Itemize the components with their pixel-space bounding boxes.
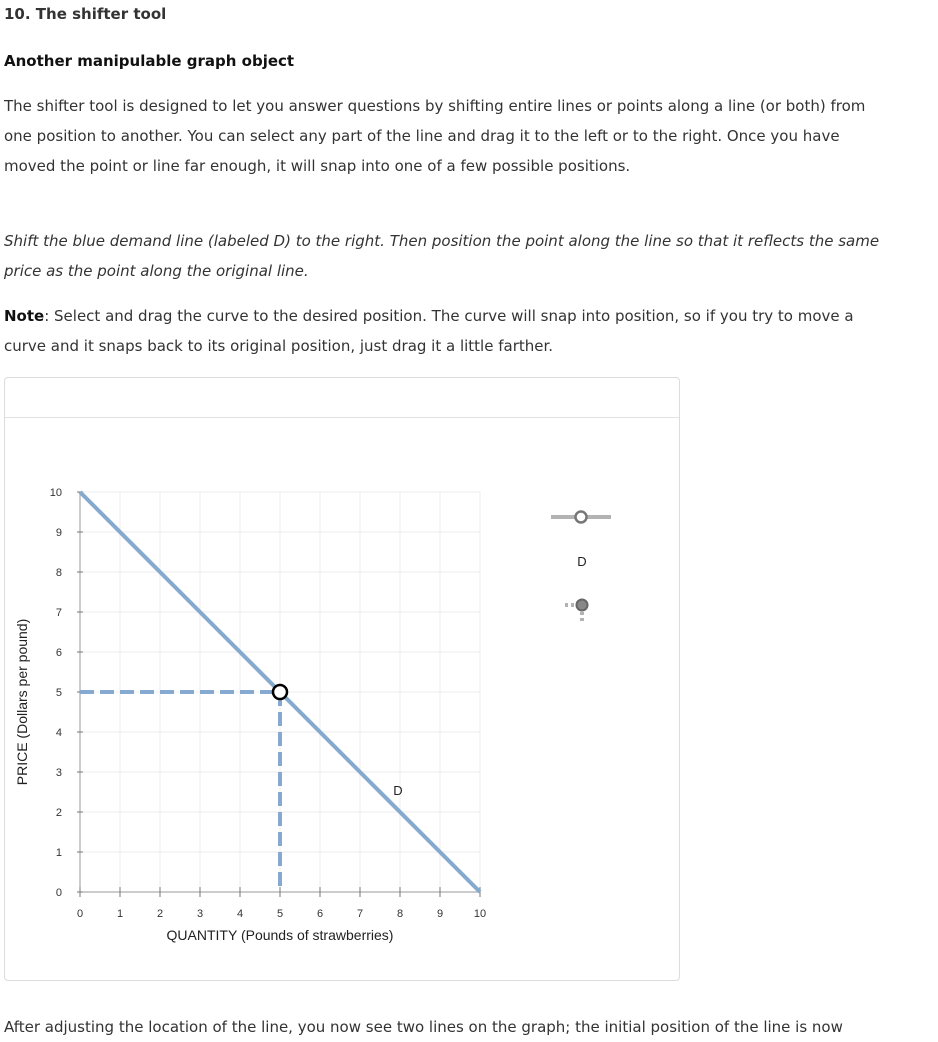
y-tick-label: 7 bbox=[55, 607, 62, 619]
x-tick-label: 0 bbox=[76, 908, 84, 920]
followup-paragraph: After adjusting the location of the line, you now see two lines on the graph; the initial position of the line is now bbox=[4, 1018, 843, 1036]
y-tick-label: 4 bbox=[55, 727, 62, 739]
palette-curve-label: D bbox=[577, 554, 587, 569]
note-paragraph bbox=[4, 301, 884, 361]
y-axis-title: PRICE (Dollars per pound) bbox=[14, 618, 30, 786]
shifter-palette[interactable] bbox=[551, 512, 611, 622]
instruction-paragraph: Shift the blue demand line (labeled D) to the right. Then position the point along the line so that it reflects the same price as the point along the original line. bbox=[4, 232, 880, 280]
y-tick-label: 5 bbox=[55, 687, 62, 699]
x-tick-label: 3 bbox=[196, 908, 204, 920]
y-tick-label: 0 bbox=[55, 887, 62, 899]
question-subtitle: Another manipulable graph object bbox=[4, 52, 295, 70]
question-number-title: 10. The shifter tool bbox=[4, 5, 167, 23]
x-tick-label: 10 bbox=[473, 908, 487, 920]
demand-curve-label: D bbox=[393, 783, 403, 798]
y-tick-label: 1 bbox=[55, 847, 62, 859]
y-axis-ticks bbox=[50, 487, 83, 899]
note-text: : Select and drag the curve to the desired position. The curve will snap into position, so if you try to move a curve and it snaps back to its original position, just drag it a little farther. bbox=[4, 307, 854, 355]
y-tick-label: 6 bbox=[55, 647, 62, 659]
demand-point-layer[interactable] bbox=[273, 685, 287, 699]
x-tick-label: 8 bbox=[396, 908, 404, 920]
x-tick-label: 4 bbox=[236, 908, 244, 920]
x-tick-label: 5 bbox=[276, 908, 284, 920]
y-tick-label: 2 bbox=[55, 807, 62, 819]
x-axis-title: QUANTITY (Pounds of strawberries) bbox=[166, 927, 394, 943]
note-label: Note bbox=[4, 307, 45, 325]
x-tick-label: 6 bbox=[316, 908, 324, 920]
palette-point-tool-icon[interactable] bbox=[577, 600, 588, 611]
x-tick-label: 9 bbox=[436, 908, 444, 920]
demand-point-handle[interactable] bbox=[273, 685, 287, 699]
palette-line-handle-icon[interactable] bbox=[576, 512, 587, 523]
y-tick-label: 9 bbox=[55, 527, 62, 539]
x-tick-label: 7 bbox=[356, 908, 364, 920]
demand-chart[interactable] bbox=[5, 378, 681, 982]
x-tick-label: 1 bbox=[116, 908, 124, 920]
x-tick-label: 2 bbox=[156, 908, 164, 920]
y-tick-label: 8 bbox=[55, 567, 62, 579]
price-quantity-dashed-guides bbox=[80, 692, 280, 892]
y-tick-label: 10 bbox=[49, 487, 62, 499]
y-tick-label: 3 bbox=[55, 767, 62, 779]
graph-tool-frame bbox=[4, 377, 680, 981]
intro-paragraph: The shifter tool is designed to let you answer questions by shifting entire lines or points along a line (or both) from one position to another. You can select any part of the line and drag it to the left or to the right. Once you have moved the point or line far enough, it will snap into one of a few possible positions. bbox=[4, 97, 866, 175]
